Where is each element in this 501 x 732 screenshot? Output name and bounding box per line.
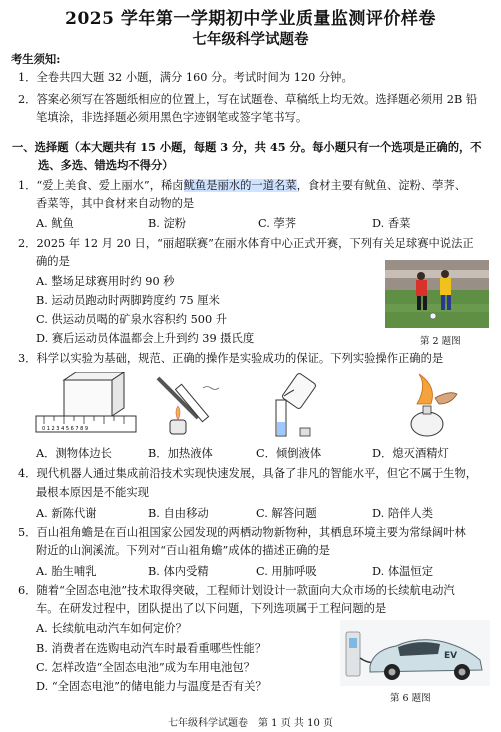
q1-option-b: B. 淀粉 <box>148 217 187 230</box>
section-heading: 一、选择题（本大题共有 15 小题，每题 3 分，共 45 分。每小题只有一个选项是正确的，不 <box>12 140 482 154</box>
exam-subtitle: 七年级科学试题卷 <box>192 31 309 48</box>
q1-stem-cont: 香菜等，其中食材来自动物的是 <box>36 197 195 210</box>
notice-item-1: 1．全卷共四大题 32 小题，满分 160 分。考试时间为 120 分钟。 <box>18 71 353 84</box>
q5-option-b: B. 体内受精 <box>148 565 209 578</box>
q1-option-d: D. 香菜 <box>372 217 411 230</box>
q3-stem: 3．科学以实验为基础，规范、正确的操作是实验成功的保证。下列实验操作正确的是 <box>18 352 444 365</box>
svg-text:0 1 2 3 4 5 6 7 8 9: 0 1 2 3 4 5 6 7 8 9 <box>42 426 89 432</box>
page-footer: 七年级科学试题卷 第 1 页 共 10 页 <box>168 718 333 729</box>
q6-figure-caption: 第 6 题图 <box>390 693 431 704</box>
q6-option-c: C. 怎样改造“全固态电池”成为车用电池包？ <box>36 661 256 674</box>
q5-stem: 5．百山祖角蟾是在百山祖国家公园发现的两栖动物新物种，其栖息环境主要为常绿阔叶林 <box>18 526 466 539</box>
q1-stem <box>18 178 466 194</box>
q3-figure-pouring <box>258 370 328 440</box>
q3-option-b: B．加热液体 <box>148 447 213 460</box>
q1-highlighted-text: 鱿鱼是丽水的一道名菜 <box>183 179 297 192</box>
q2-soccer-photo <box>385 260 489 328</box>
q5-option-d: D. 体温恒定 <box>372 565 434 578</box>
q4-option-d: D. 陪伴人类 <box>372 507 434 520</box>
q2-stem: 2．2025 年 12 月 20 日，“丽超联赛”在丽水体育中心正式开赛，下列有关足球赛中说法正 <box>18 237 474 250</box>
q4-option-a: A. 新陈代谢 <box>36 507 97 520</box>
q1-stem-part-a: 1．“爱上美食、爱上丽水”，稀卤 <box>18 179 184 192</box>
q5-stem-cont: 附近的山涧溪流。下列对“百山祖角蟾”成体的描述正确的是 <box>36 544 330 557</box>
q5-option-a: A. 胎生哺乳 <box>36 565 97 578</box>
q6-option-d: D. “全固态电池”的储电能力与温度是否有关？ <box>36 680 267 693</box>
q6-ev-car-photo <box>340 620 490 686</box>
q6-option-b: B. 消费者在选购电动汽车时最看重哪些性能？ <box>36 642 267 655</box>
q3-option-d: D．熄灭酒精灯 <box>372 447 449 460</box>
q6-stem: 6．随着“全固态电池”技术取得突破，工程师计划设计一款面向大众市场的长续航电动汽 <box>18 584 455 597</box>
q3-figure-heating <box>148 368 228 440</box>
q6-option-a: A. 长续航电动汽车如何定价？ <box>36 622 187 635</box>
exam-title: 2025 学年第一学期初中学业质量监测评价样卷 <box>65 9 436 29</box>
q4-stem-cont: 最根本原因是不能实现 <box>36 486 149 499</box>
q4-option-b: B. 自由移动 <box>148 507 209 520</box>
notice-item-2: 2．答案必须写在答题纸相应的位置上，写在试题卷、草稿纸上均无效。选择题必须用 2B 铅 <box>18 93 478 106</box>
q4-stem: 4．现代机器人通过集成前沿技术实现快速发展，具备了非凡的智能水平，但它不属于生物， <box>18 467 478 480</box>
notice-heading: 考生须知: <box>11 52 61 66</box>
q2-stem-cont: 确的是 <box>36 255 70 268</box>
q1-option-c: C. 荸荠 <box>258 217 297 230</box>
q3-option-a: A．测物体边长 <box>36 447 112 460</box>
q6-stem-cont: 车。在研发过程中，团队提出了以下问题，下列选项属于工程问题的是 <box>36 602 387 615</box>
q1-stem-part-b: ，食材主要有鱿鱼、淀粉、荸荠、 <box>296 179 467 192</box>
q2-option-d: D. 赛后运动员体温都会上升到约 39 摄氏度 <box>36 332 255 345</box>
q2-figure-caption: 第 2 题图 <box>420 336 461 347</box>
q6-car-badge: EV <box>444 651 458 661</box>
q2-option-c: C. 供运动员喝的矿泉水容积约 500 升 <box>36 313 228 326</box>
q1-option-a: A. 鱿鱼 <box>36 217 74 230</box>
q2-option-a: A. 整场足球赛用时约 90 秒 <box>36 275 175 288</box>
notice-item-2-cont: 笔填涂，非选择题必须用黑色字迹钢笔或签字笔书写。 <box>36 111 308 124</box>
q4-option-c: C. 解答问题 <box>256 507 317 520</box>
q3-figure-ruler <box>34 372 139 440</box>
q3-figure-alcohol-lamp <box>395 368 465 440</box>
q5-option-c: C. 用肺呼吸 <box>256 565 317 578</box>
section-heading-cont: 选、多选、错选均不得分） <box>38 158 174 172</box>
q3-option-c: C．倾倒液体 <box>256 447 322 460</box>
q2-option-b: B. 运动员跑动时两脚跨度约 75 厘米 <box>36 294 220 307</box>
